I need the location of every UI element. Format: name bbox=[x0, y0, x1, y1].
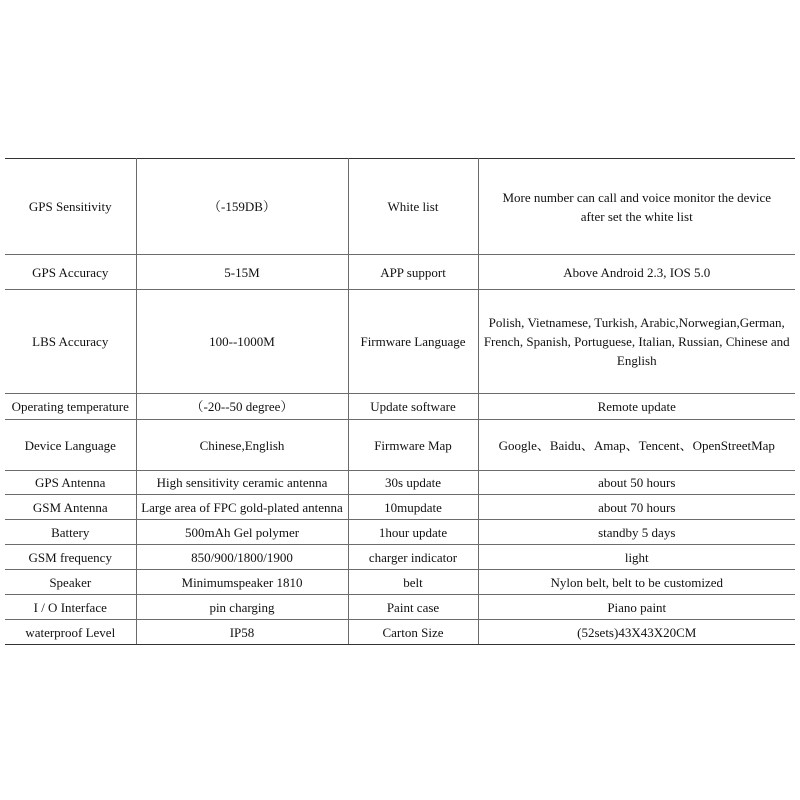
spec-value: Nylon belt, belt to be customized bbox=[478, 570, 795, 595]
table-row bbox=[5, 495, 795, 520]
spec-label: GPS Accuracy bbox=[5, 255, 136, 290]
spec-label: GPS Sensitivity bbox=[5, 159, 136, 255]
spec-value: Chinese,English bbox=[136, 420, 348, 471]
spec-value: Minimumspeaker 1810 bbox=[136, 570, 348, 595]
spec-value: 100--1000M bbox=[136, 290, 348, 394]
spec-value: light bbox=[478, 545, 795, 570]
spec-value: Large area of FPC gold-plated antenna bbox=[136, 495, 348, 520]
table-row bbox=[5, 570, 795, 595]
spec-label: APP support bbox=[348, 255, 478, 290]
spec-value: 850/900/1800/1900 bbox=[136, 545, 348, 570]
spec-label: 1hour update bbox=[348, 520, 478, 545]
spec-label: waterproof Level bbox=[5, 620, 136, 645]
table-row bbox=[5, 595, 795, 620]
table-row bbox=[5, 420, 795, 471]
spec-label: Device Language bbox=[5, 420, 136, 471]
spec-value: （-20--50 degree） bbox=[136, 394, 348, 420]
spec-value: Polish, Vietnamese, Turkish, Arabic,Norwegian,German, French, Spanish, Portuguese, Italian, Russian, Chinese and English bbox=[478, 290, 795, 394]
table-row bbox=[5, 520, 795, 545]
table-row bbox=[5, 159, 795, 255]
spec-label: Speaker bbox=[5, 570, 136, 595]
spec-label: belt bbox=[348, 570, 478, 595]
spec-value: standby 5 days bbox=[478, 520, 795, 545]
spec-value: Remote update bbox=[478, 394, 795, 420]
table-row bbox=[5, 620, 795, 645]
spec-label: Battery bbox=[5, 520, 136, 545]
spec-label: Carton Size bbox=[348, 620, 478, 645]
spec-label: 10mupdate bbox=[348, 495, 478, 520]
table-row bbox=[5, 545, 795, 570]
spec-label: Firmware Map bbox=[348, 420, 478, 471]
spec-value: about 70 hours bbox=[478, 495, 795, 520]
spec-label: GSM Antenna bbox=[5, 495, 136, 520]
spec-value: 500mAh Gel polymer bbox=[136, 520, 348, 545]
spec-label: charger indicator bbox=[348, 545, 478, 570]
table-row bbox=[5, 290, 795, 394]
table-row bbox=[5, 471, 795, 495]
spec-value: More number can call and voice monitor the device after set the white list bbox=[478, 159, 795, 255]
spec-value: (52sets)43X43X20CM bbox=[478, 620, 795, 645]
spec-table bbox=[5, 158, 795, 645]
spec-value: about 50 hours bbox=[478, 471, 795, 495]
spec-label: Operating temperature bbox=[5, 394, 136, 420]
spec-value: （-159DB） bbox=[136, 159, 348, 255]
spec-label: LBS Accuracy bbox=[5, 290, 136, 394]
spec-label: I / O Interface bbox=[5, 595, 136, 620]
spec-value: 5-15M bbox=[136, 255, 348, 290]
spec-label: GPS Antenna bbox=[5, 471, 136, 495]
spec-label: Update software bbox=[348, 394, 478, 420]
spec-value: pin charging bbox=[136, 595, 348, 620]
spec-label: White list bbox=[348, 159, 478, 255]
spec-value: IP58 bbox=[136, 620, 348, 645]
spec-value: Google、Baidu、Amap、Tencent、OpenStreetMap bbox=[478, 420, 795, 471]
spec-label: GSM frequency bbox=[5, 545, 136, 570]
spec-label: Paint case bbox=[348, 595, 478, 620]
spec-value: Above Android 2.3, IOS 5.0 bbox=[478, 255, 795, 290]
spec-label: 30s update bbox=[348, 471, 478, 495]
table-row bbox=[5, 394, 795, 420]
spec-label: Firmware Language bbox=[348, 290, 478, 394]
spec-value: Piano paint bbox=[478, 595, 795, 620]
table-row bbox=[5, 255, 795, 290]
spec-value: High sensitivity ceramic antenna bbox=[136, 471, 348, 495]
